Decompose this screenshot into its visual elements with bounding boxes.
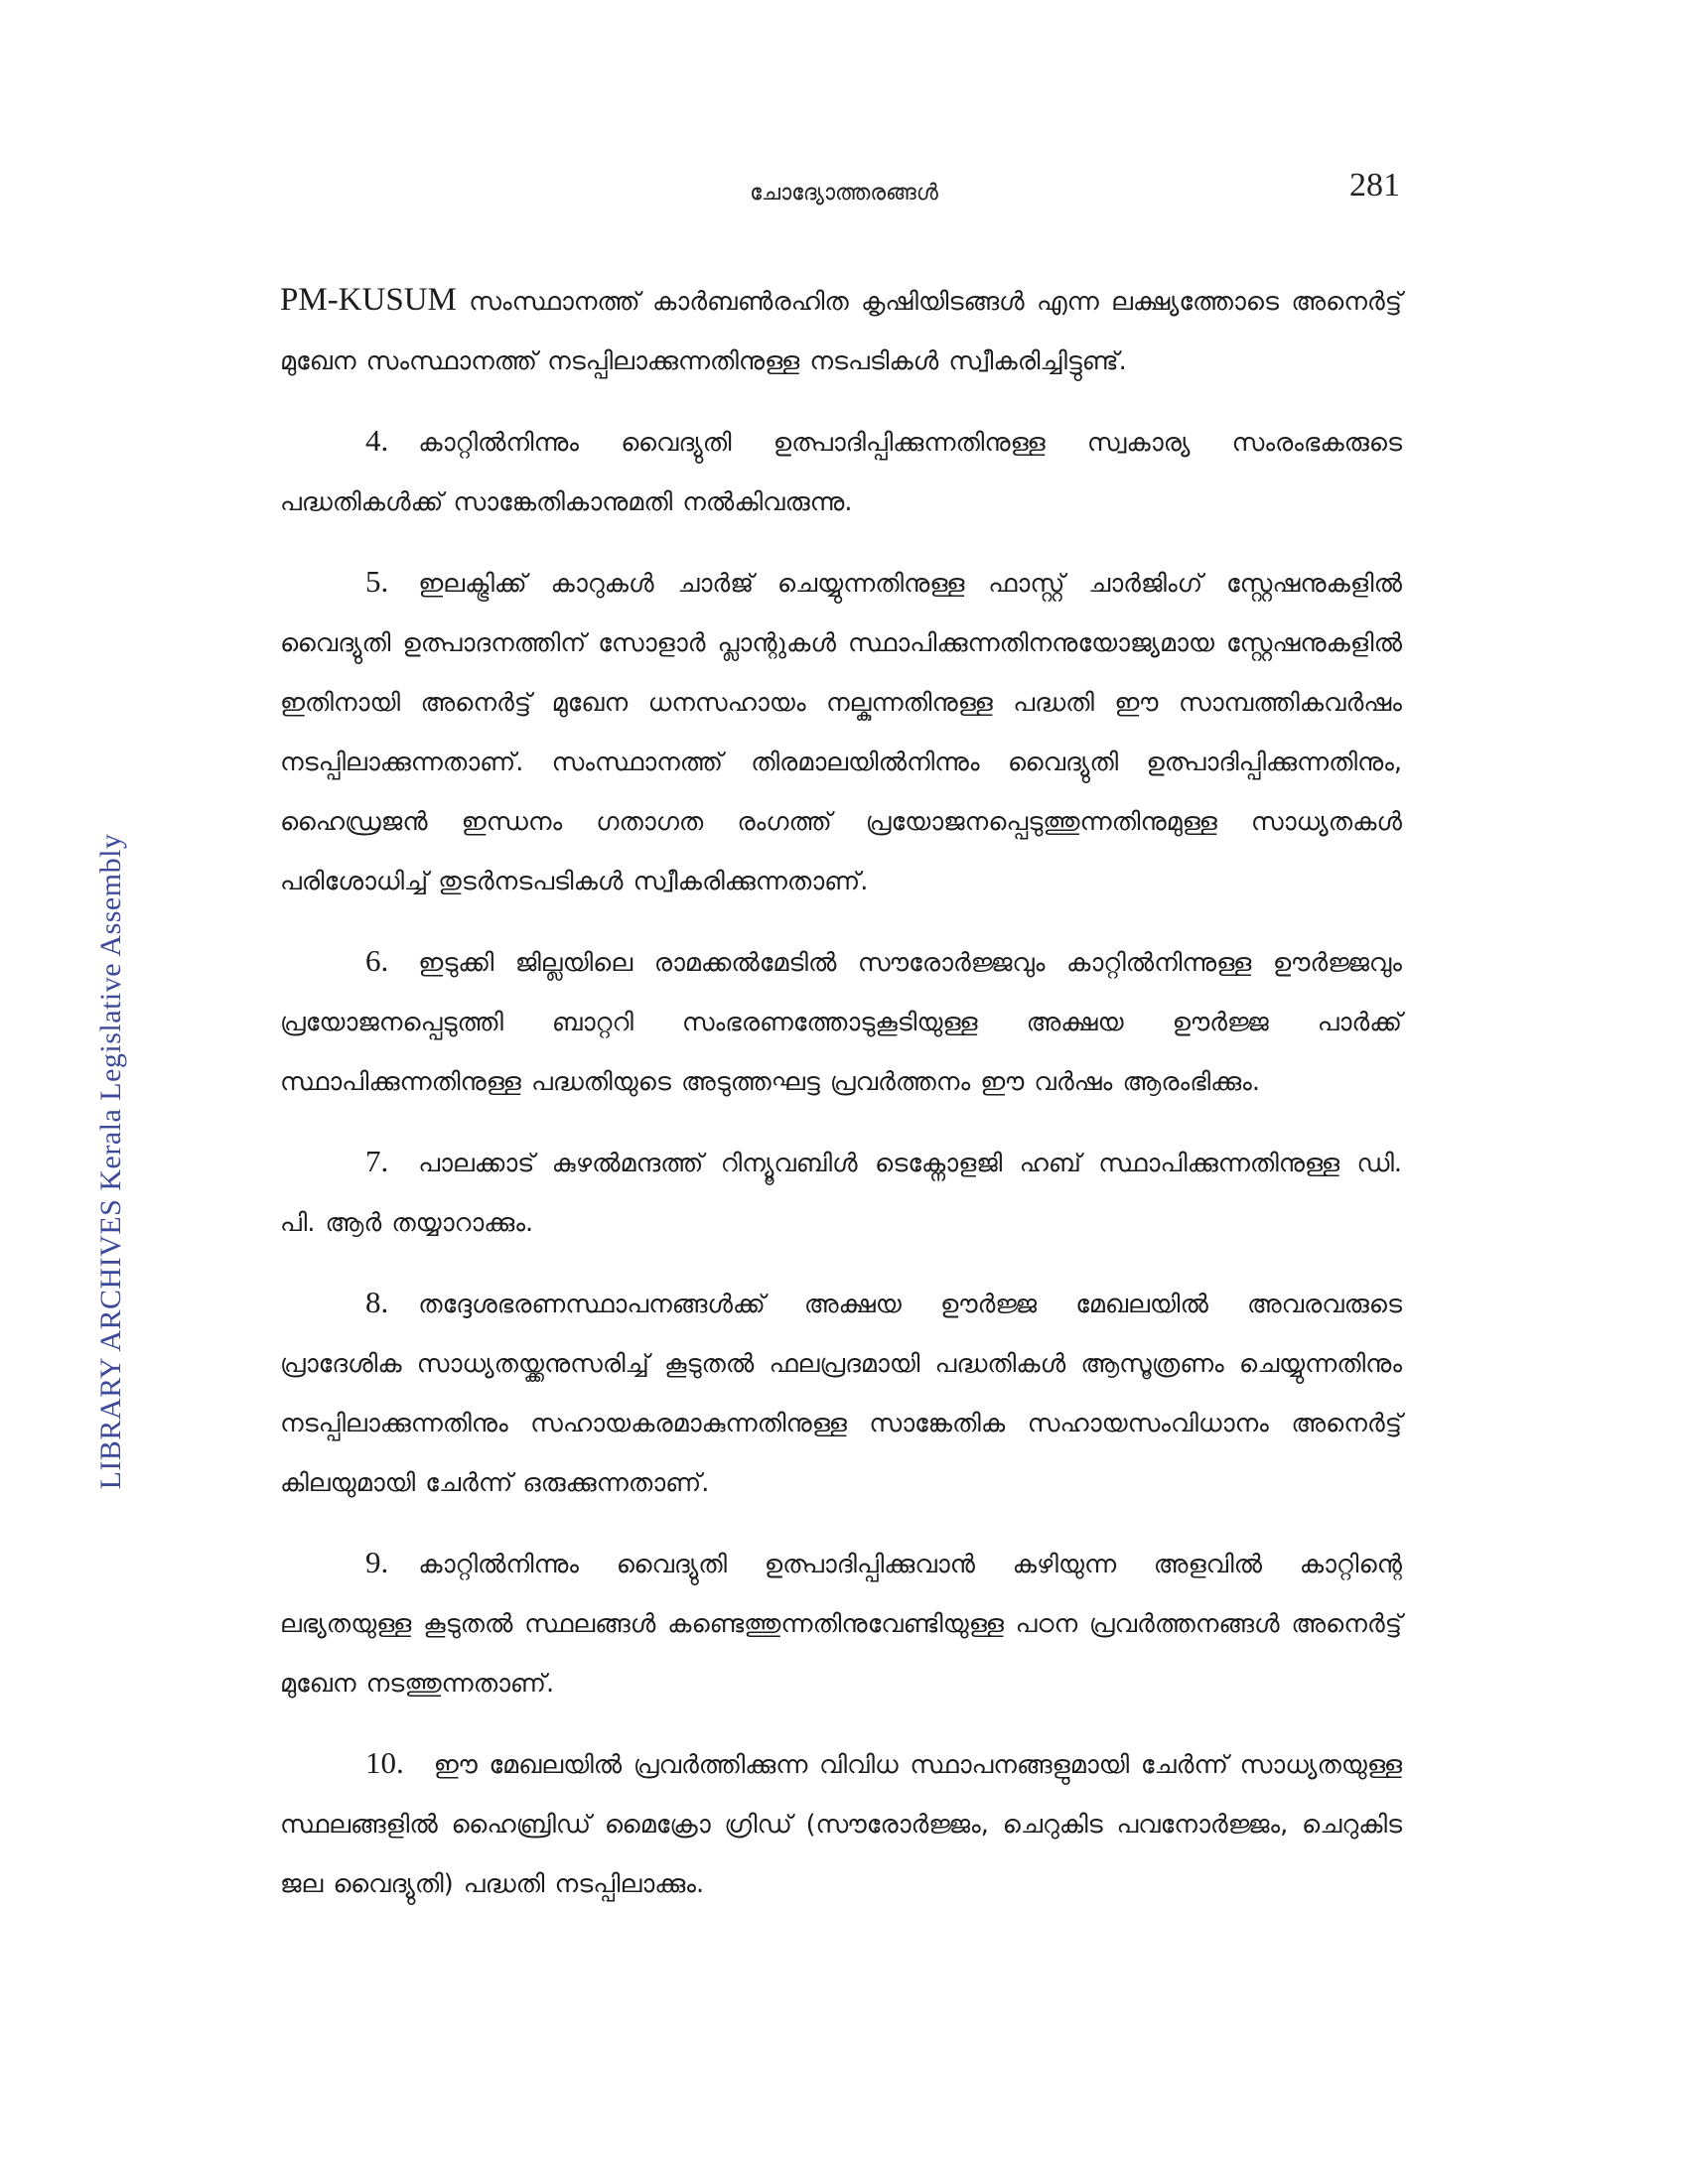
paragraph-number: 6.: [365, 943, 389, 978]
paragraph-number: 9.: [365, 1545, 389, 1579]
archive-watermark: LIBRARY ARCHIVES Kerala Legislative Assembly: [94, 833, 127, 1490]
paragraph-text: ഈ മേഖലയിൽ പ്രവർത്തിക്കുന്ന വിവിധ സ്ഥാപനങ്ങളുമായി ചേർന്ന് സാധ്യതയുള്ള സ്ഥലങ്ങളിൽ ഹൈബ്രിഡ് മൈക്രോ ഗ്രിഡ് (സൗരോർജ്ജം, ചെറുകിട പവനോർജ്ജം, ചെറുകിട ജല വൈദ്യുതി) പദ്ധതി നടപ്പിലാക്കും.: [280, 1750, 1402, 1899]
paragraph-item-7: [280, 1132, 1402, 1253]
paragraph-item-4: [280, 411, 1402, 532]
paragraph-text: ഇലക്ട്രിക്ക് കാറുകൾ ചാർജ് ചെയ്യുന്നതിനുള്ള ഫാസ്റ്റ് ചാർജിംഗ് സ്റ്റേഷനുകളിൽ വൈദ്യുതി ഉത്പാദനത്തിന് സോളാർ പ്ലാന്റുകൾ സ്ഥാപിക്കുന്നതിനനുയോജ്യമായ സ്റ്റേഷനുകളിൽ ഇതിനായി അനെർട്ട് മുഖേന ധനസഹായം നല്കുന്നതിനുള്ള പദ്ധതി ഈ സാമ്പത്തികവർഷം നടപ്പിലാക്കുന്നതാണ്. സംസ്ഥാനത്ത് തിരമാലയിൽനിന്നും വൈദ്യുതി ഉത്പാദിപ്പിക്കുന്നതിനും, ഹൈഡ്രജൻ ഇന്ധനം ഗതാഗത രംഗത്ത് പ്രയോജനപ്പെടുത്തുന്നതിനുമുള്ള സാധ്യതകൾ പരിശോധിച്ച് തുടർനടപടികൾ സ്വീകരിക്കുന്നതാണ്.: [280, 569, 1402, 896]
paragraph-text: ഇടുക്കി ജില്ലയിലെ രാമക്കൽമേടിൽ സൗരോർജ്ജവും കാറ്റിൽനിന്നുള്ള ഊർജ്ജവും പ്രയോജനപ്പെടുത്തി ബാറ്ററി സംഭരണത്തോടുകൂടിയുള്ള അക്ഷയ ഊർജ്ജ പാർക്ക് സ്ഥാപിക്കുന്നതിനുള്ള പദ്ധതിയുടെ അടുത്തഘട്ട പ്രവർത്തനം ഈ വർഷം ആരംഭിക്കും.: [280, 948, 1402, 1097]
paragraph-item-9: [280, 1533, 1402, 1713]
paragraph-item-10: [280, 1733, 1402, 1914]
paragraph-number: 10.: [365, 1745, 404, 1780]
running-title: ചോദ്യോത്തരങ്ങൾ: [750, 181, 938, 205]
paragraph-item-8: [280, 1273, 1402, 1513]
paragraph-text: കാറ്റിൽനിന്നും വൈദ്യുതി ഉത്പാദിപ്പിക്കുവാൻ കഴിയുന്ന അളവിൽ കാറ്റിന്റെ ലഭ്യതയുള്ള കൂടുതൽ സ്ഥലങ്ങൾ കണ്ടെത്തുന്നതിനുവേണ്ടിയുള്ള പഠന പ്രവർത്തനങ്ങൾ അനെർട്ട് മുഖേന നടത്തുന്നതാണ്.: [280, 1550, 1402, 1699]
paragraph-number: 5.: [365, 564, 389, 599]
paragraph-number: 8.: [365, 1285, 389, 1319]
paragraph-item-6: [280, 931, 1402, 1112]
paragraph-pm-kusum: [280, 270, 1402, 391]
paragraph-lead: PM-KUSUM: [280, 282, 457, 318]
document-body: [280, 270, 1402, 1934]
page-number: 281: [1349, 167, 1400, 204]
paragraph-text: പാലക്കാട് കുഴൽമന്ദത്ത് റിന്യൂവബിൾ ടെക്നോളജി ഹബ് സ്ഥാപിക്കുന്നതിനുള്ള ഡി. പി. ആർ തയ്യാറാക്കും.: [280, 1149, 1402, 1238]
paragraph-text: കാറ്റിൽനിന്നും വൈദ്യുതി ഉത്പാദിപ്പിക്കുന്നതിനുള്ള സ്വകാര്യ സംരംഭകരുടെ പദ്ധതികൾക്ക് സാങ്കേതികാനുമതി നൽകിവരുന്നു.: [280, 428, 1402, 517]
paragraph-text: സംസ്ഥാനത്ത് കാർബൺരഹിത കൃഷിയിടങ്ങൾ എന്ന ലക്ഷ്യത്തോടെ അനെർട്ട് മുഖേന സംസ്ഥാനത്ത് നടപ്പിലാക്കുന്നതിനുള്ള നടപടികൾ സ്വീകരിച്ചിട്ടുണ്ട്.: [280, 287, 1403, 376]
paragraph-number: 4.: [365, 423, 389, 458]
paragraph-text: തദ്ദേശഭരണസ്ഥാപനങ്ങൾക്ക് അക്ഷയ ഊർജ്ജ മേഖലയിൽ അവരവരുടെ പ്രാദേശിക സാധ്യതയ്ക്കനുസരിച്ച് കൂടുതൽ ഫലപ്രദമായി പദ്ധതികൾ ആസൂത്രണം ചെയ്യുന്നതിനും നടപ്പിലാക്കുന്നതിനും സഹായകരമാകുന്നതിനുള്ള സാങ്കേതിക സഹായസംവിധാനം അനെർട്ട് കിലയുമായി ചേർന്ന് ഒരുക്കുന്നതാണ്.: [280, 1290, 1402, 1498]
page-header: [0, 159, 1688, 218]
paragraph-number: 7.: [365, 1144, 389, 1178]
paragraph-item-5: [280, 552, 1402, 911]
